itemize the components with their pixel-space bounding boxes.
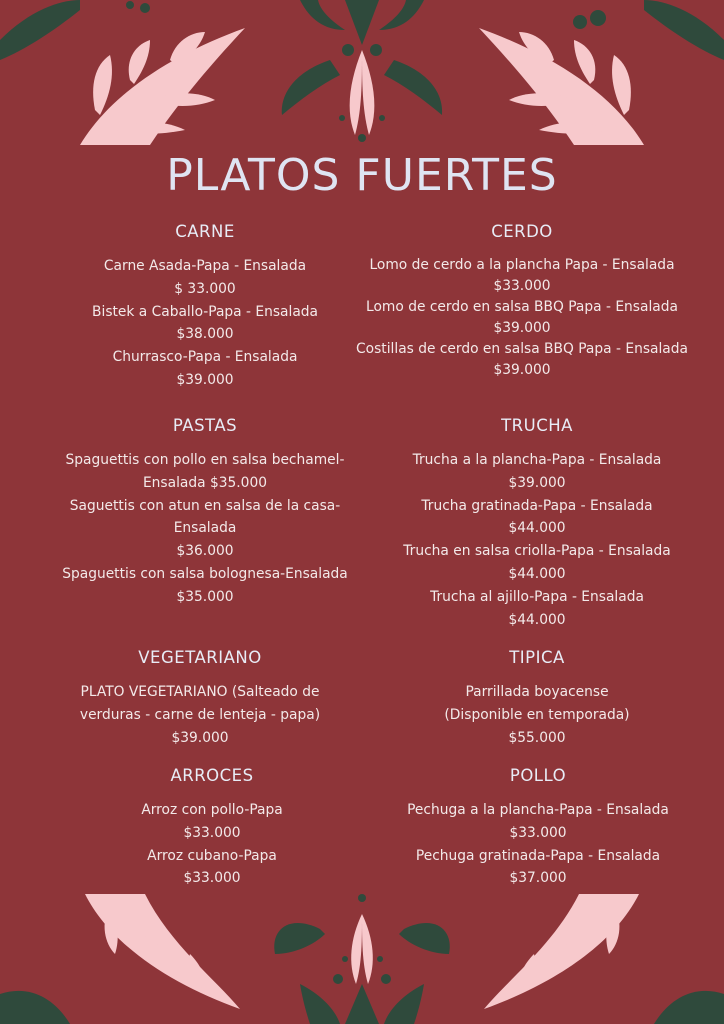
menu-item-price: $36.000 bbox=[176, 543, 234, 560]
section-title: VEGETARIANO bbox=[138, 648, 262, 667]
menu-item-line: Ensalada $35.000 bbox=[142, 474, 268, 491]
menu-item-line: Costillas de cerdo en salsa BBQ Papa - Ensalada bbox=[356, 341, 688, 357]
menu-item-line: Ensalada bbox=[173, 520, 237, 537]
menu-item-price: $55.000 bbox=[508, 729, 566, 746]
section-pollo bbox=[383, 766, 693, 890]
menu-item-price: $39.000 bbox=[508, 474, 566, 491]
menu-item-line: Trucha gratinada-Papa - Ensalada bbox=[421, 497, 653, 514]
section-title: POLLO bbox=[509, 766, 567, 785]
section-tipica bbox=[392, 648, 682, 749]
section-pastas bbox=[55, 416, 355, 609]
menu-item-line: Spaguettis con salsa bolognesa-Ensalada bbox=[62, 565, 348, 582]
menu-item-price: $37.000 bbox=[509, 870, 567, 887]
menu-item-line: Carne Asada-Papa - Ensalada bbox=[103, 258, 307, 274]
menu-item-price: $44.000 bbox=[508, 565, 566, 582]
section-arroces bbox=[72, 766, 352, 890]
menu-item-price: $38.000 bbox=[176, 326, 234, 343]
section-title: CARNE bbox=[175, 222, 235, 241]
menu-item-line: Trucha a la plancha-Papa - Ensalada bbox=[412, 452, 662, 468]
menu-item-price: $33.000 bbox=[509, 824, 567, 841]
section-vegetariano bbox=[60, 648, 340, 749]
menu-item-price: $33.000 bbox=[493, 278, 551, 294]
section-title: CERDO bbox=[491, 222, 553, 241]
menu-item-line: (Disponible en temporada) bbox=[444, 706, 630, 723]
menu-item-price: $44.000 bbox=[508, 611, 566, 628]
menu-item-line: PLATO VEGETARIANO (Salteado de bbox=[80, 684, 320, 700]
menu-item-line: Churrasco-Papa - Ensalada bbox=[112, 349, 298, 366]
menu-item-line: Arroz con pollo-Papa bbox=[141, 802, 283, 818]
menu-item-price: $39.000 bbox=[171, 729, 229, 746]
menu-item-line: Bistek a Caballo-Papa - Ensalada bbox=[92, 303, 318, 320]
menu-item-price: $ 33.000 bbox=[174, 280, 236, 297]
flower-icon bbox=[80, 28, 644, 145]
menu-item-price: $44.000 bbox=[508, 520, 566, 537]
section-title: TIPICA bbox=[509, 648, 565, 667]
menu-item-line: Parrillada boyacense bbox=[465, 684, 609, 700]
menu-item-line: Trucha al ajillo-Papa - Ensalada bbox=[430, 588, 644, 605]
top-floral-decoration bbox=[0, 0, 724, 160]
bottom-floral-decoration bbox=[0, 884, 724, 1024]
menu-item-line: Pechuga gratinada-Papa - Ensalada bbox=[415, 847, 661, 864]
section-title: TRUCHA bbox=[501, 416, 573, 435]
menu-item-line: Spaguettis con pollo en salsa bechamel- bbox=[65, 452, 345, 468]
section-trucha bbox=[372, 416, 702, 631]
page-title: PLATOS FUERTES bbox=[166, 150, 558, 201]
menu-item-line: Saguettis con atun en salsa de la casa- bbox=[69, 497, 341, 514]
menu-item-line: Lomo de cerdo a la plancha Papa - Ensalada bbox=[369, 257, 675, 273]
menu-item-line: Arroz cubano-Papa bbox=[147, 847, 277, 864]
menu-item-line: verduras - carne de lenteja - papa) bbox=[79, 706, 321, 723]
menu-item-price: $35.000 bbox=[176, 588, 234, 605]
menu-item-price: $33.000 bbox=[183, 824, 241, 841]
menu-item-price: $39.000 bbox=[493, 362, 551, 378]
menu-item-price: $33.000 bbox=[183, 870, 241, 887]
menu-item-price: $39.000 bbox=[493, 320, 551, 336]
menu-item-line: Trucha en salsa criolla-Papa - Ensalada bbox=[403, 543, 671, 560]
menu-item-price: $39.000 bbox=[176, 371, 234, 388]
section-title: PASTAS bbox=[172, 416, 238, 435]
section-title: ARROCES bbox=[170, 766, 254, 785]
menu-item-line: Lomo de cerdo en salsa BBQ Papa - Ensalada bbox=[366, 299, 678, 315]
section-cerdo bbox=[352, 222, 692, 381]
menu-item-line: Pechuga a la plancha-Papa - Ensalada bbox=[407, 802, 669, 818]
section-carne bbox=[60, 222, 350, 392]
